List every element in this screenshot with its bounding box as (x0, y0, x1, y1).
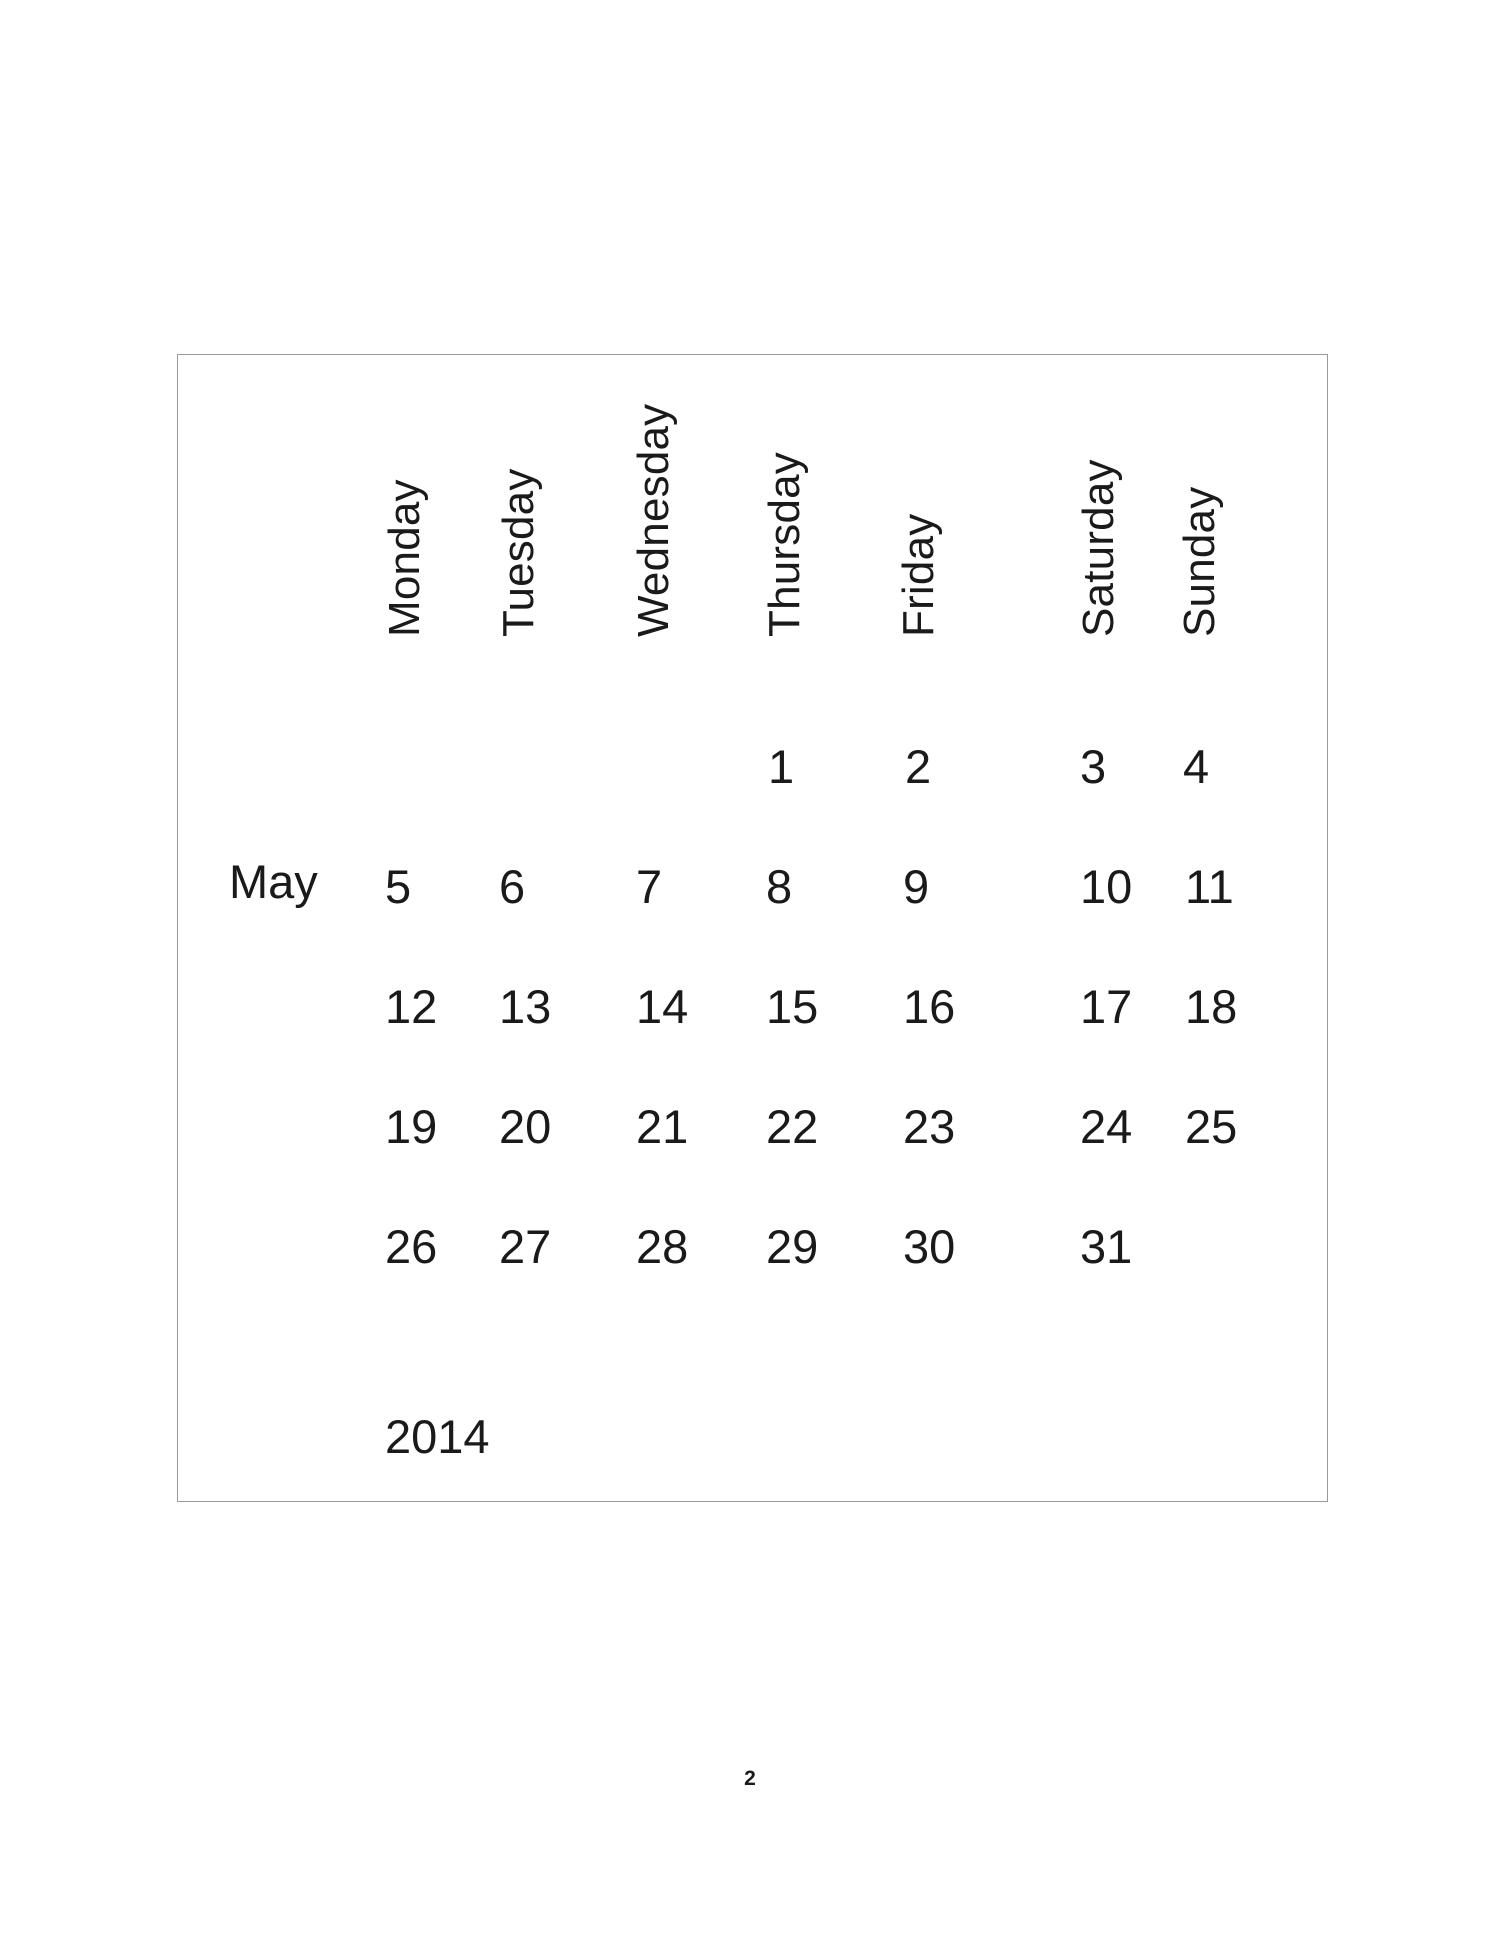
day-cell: 5 (385, 860, 412, 913)
year-label: 2014 (385, 1410, 490, 1463)
day-cell: 11 (1185, 860, 1234, 913)
day-cell: 30 (903, 1220, 956, 1273)
day-cell: 31 (1080, 1220, 1133, 1273)
weekday-monday: Monday (380, 479, 429, 637)
day-cell: 17 (1080, 980, 1133, 1033)
day-cell: 8 (766, 860, 793, 913)
day-cell: 29 (766, 1220, 819, 1273)
weekday-saturday: Saturday (1074, 459, 1123, 637)
day-cell: 22 (766, 1100, 819, 1153)
day-cell: 9 (903, 860, 930, 913)
day-cell: 27 (499, 1220, 552, 1273)
page-number: 2 (744, 1767, 756, 1790)
calendar-frame (177, 354, 1328, 1502)
day-cell: 2 (905, 740, 932, 793)
day-cell: 3 (1080, 740, 1107, 793)
day-cell: 15 (766, 980, 819, 1033)
day-cell: 6 (499, 860, 526, 913)
day-cell: 23 (903, 1100, 956, 1153)
day-cell: 1 (768, 740, 795, 793)
day-cell: 7 (636, 860, 663, 913)
day-cell: 13 (499, 980, 552, 1033)
day-cell: 28 (636, 1220, 689, 1273)
day-cell: 26 (385, 1220, 438, 1273)
day-cell: 10 (1080, 860, 1133, 913)
weekday-tuesday: Tuesday (494, 468, 543, 637)
day-cell: 20 (499, 1100, 552, 1153)
day-cell: 4 (1183, 740, 1210, 793)
day-cell: 12 (385, 980, 438, 1033)
weekday-thursday: Thursday (760, 451, 809, 637)
day-cell: 21 (636, 1100, 689, 1153)
month-label: May (229, 855, 318, 908)
day-cell: 14 (636, 980, 689, 1033)
day-cell: 18 (1185, 980, 1238, 1033)
day-cell: 16 (903, 980, 956, 1033)
day-cell: 19 (385, 1100, 438, 1153)
weekday-wednesday: Wednesday (629, 403, 678, 637)
day-cell: 24 (1080, 1100, 1133, 1153)
weekday-friday: Friday (894, 513, 943, 637)
weekday-sunday: Sunday (1175, 486, 1224, 637)
day-cell: 25 (1185, 1100, 1238, 1153)
